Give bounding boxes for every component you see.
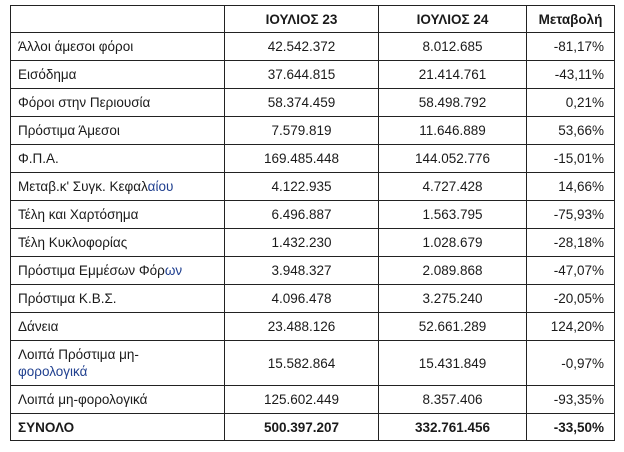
total-july-23: 500.397.207 [225, 414, 379, 441]
value-change: 0,21% [527, 89, 615, 117]
row-label: Τέλη και Χαρτόσημα [11, 201, 225, 229]
table-row [11, 313, 615, 341]
value-july-24: 2.089.868 [379, 257, 527, 285]
table-row [11, 341, 615, 386]
table-row [11, 173, 615, 201]
row-label-highlight: ων [164, 263, 183, 278]
table-row [11, 386, 615, 414]
header-july-24: ΙΟΥΛΙΟΣ 24 [379, 6, 527, 33]
value-change: -20,05% [527, 285, 615, 313]
value-july-23: 6.496.887 [225, 201, 379, 229]
row-label [11, 173, 225, 201]
value-change: -93,35% [527, 386, 615, 414]
row-label: Πρόστιμα Κ.Β.Σ. [11, 285, 225, 313]
row-label: Τέλη Κυκλοφορίας [11, 229, 225, 257]
revenue-table-container [10, 5, 615, 441]
value-july-23: 125.602.449 [225, 386, 379, 414]
row-label [11, 341, 225, 386]
row-label-main: Μεταβ.κ' Συγκ. Κεφαλ [18, 179, 148, 194]
header-row [11, 6, 615, 33]
header-change: Μεταβολή [527, 6, 615, 33]
table-row [11, 257, 615, 285]
table-row [11, 117, 615, 145]
value-change: -28,18% [527, 229, 615, 257]
value-july-23: 1.432.230 [225, 229, 379, 257]
value-july-24: 58.498.792 [379, 89, 527, 117]
row-label: Φ.Π.Α. [11, 145, 225, 173]
row-label: Πρόστιμα Άμεσοι [11, 117, 225, 145]
value-july-23: 7.579.819 [225, 117, 379, 145]
value-change: -75,93% [527, 201, 615, 229]
revenue-comparison-table [10, 5, 615, 441]
value-july-23: 169.485.448 [225, 145, 379, 173]
value-july-23: 3.948.327 [225, 257, 379, 285]
value-july-23: 42.542.372 [225, 33, 379, 61]
total-july-24: 332.761.456 [379, 414, 527, 441]
value-july-24: 144.052.776 [379, 145, 527, 173]
table-row [11, 33, 615, 61]
row-label-highlight: αίου [147, 179, 174, 194]
value-july-24: 21.414.761 [379, 61, 527, 89]
table-row [11, 201, 615, 229]
value-change: -15,01% [527, 145, 615, 173]
table-row [11, 285, 615, 313]
total-change: -33,50% [527, 414, 615, 441]
value-change: 53,66% [527, 117, 615, 145]
value-july-24: 1.563.795 [379, 201, 527, 229]
value-july-23: 4.122.935 [225, 173, 379, 201]
value-july-23: 4.096.478 [225, 285, 379, 313]
row-label: Φόροι στην Περιουσία [11, 89, 225, 117]
value-july-24: 15.431.849 [379, 341, 527, 386]
row-label: Άλλοι άμεσοι φόροι [11, 33, 225, 61]
row-label: Δάνεια [11, 313, 225, 341]
value-july-23: 58.374.459 [225, 89, 379, 117]
header-category [11, 6, 225, 33]
row-label: Λοιπά μη-φορολογικά [11, 386, 225, 414]
row-label-main: Πρόστιμα Εμμέσων Φόρ [18, 263, 165, 278]
value-july-24: 3.275.240 [379, 285, 527, 313]
total-row [11, 414, 615, 441]
row-label [11, 257, 225, 285]
row-label-highlight: φορολογικά [18, 364, 88, 379]
value-change: -43,11% [527, 61, 615, 89]
header-july-23: ΙΟΥΛΙΟΣ 23 [225, 6, 379, 33]
table-row [11, 145, 615, 173]
value-july-23: 23.488.126 [225, 313, 379, 341]
table-row [11, 61, 615, 89]
value-change: 124,20% [527, 313, 615, 341]
value-july-24: 8.357.406 [379, 386, 527, 414]
value-change: -81,17% [527, 33, 615, 61]
table-row [11, 229, 615, 257]
row-label-main: Λοιπά Πρόστιμα μη- [18, 347, 139, 362]
value-change: -47,07% [527, 257, 615, 285]
value-july-24: 8.012.685 [379, 33, 527, 61]
table-row [11, 89, 615, 117]
value-change: 14,66% [527, 173, 615, 201]
value-july-23: 37.644.815 [225, 61, 379, 89]
value-july-24: 11.646.889 [379, 117, 527, 145]
value-july-24: 4.727.428 [379, 173, 527, 201]
value-july-23: 15.582.864 [225, 341, 379, 386]
value-july-24: 1.028.679 [379, 229, 527, 257]
total-label: ΣΥΝΟΛΟ [11, 414, 225, 441]
value-july-24: 52.661.289 [379, 313, 527, 341]
value-change: -0,97% [527, 341, 615, 386]
row-label: Εισόδημα [11, 61, 225, 89]
